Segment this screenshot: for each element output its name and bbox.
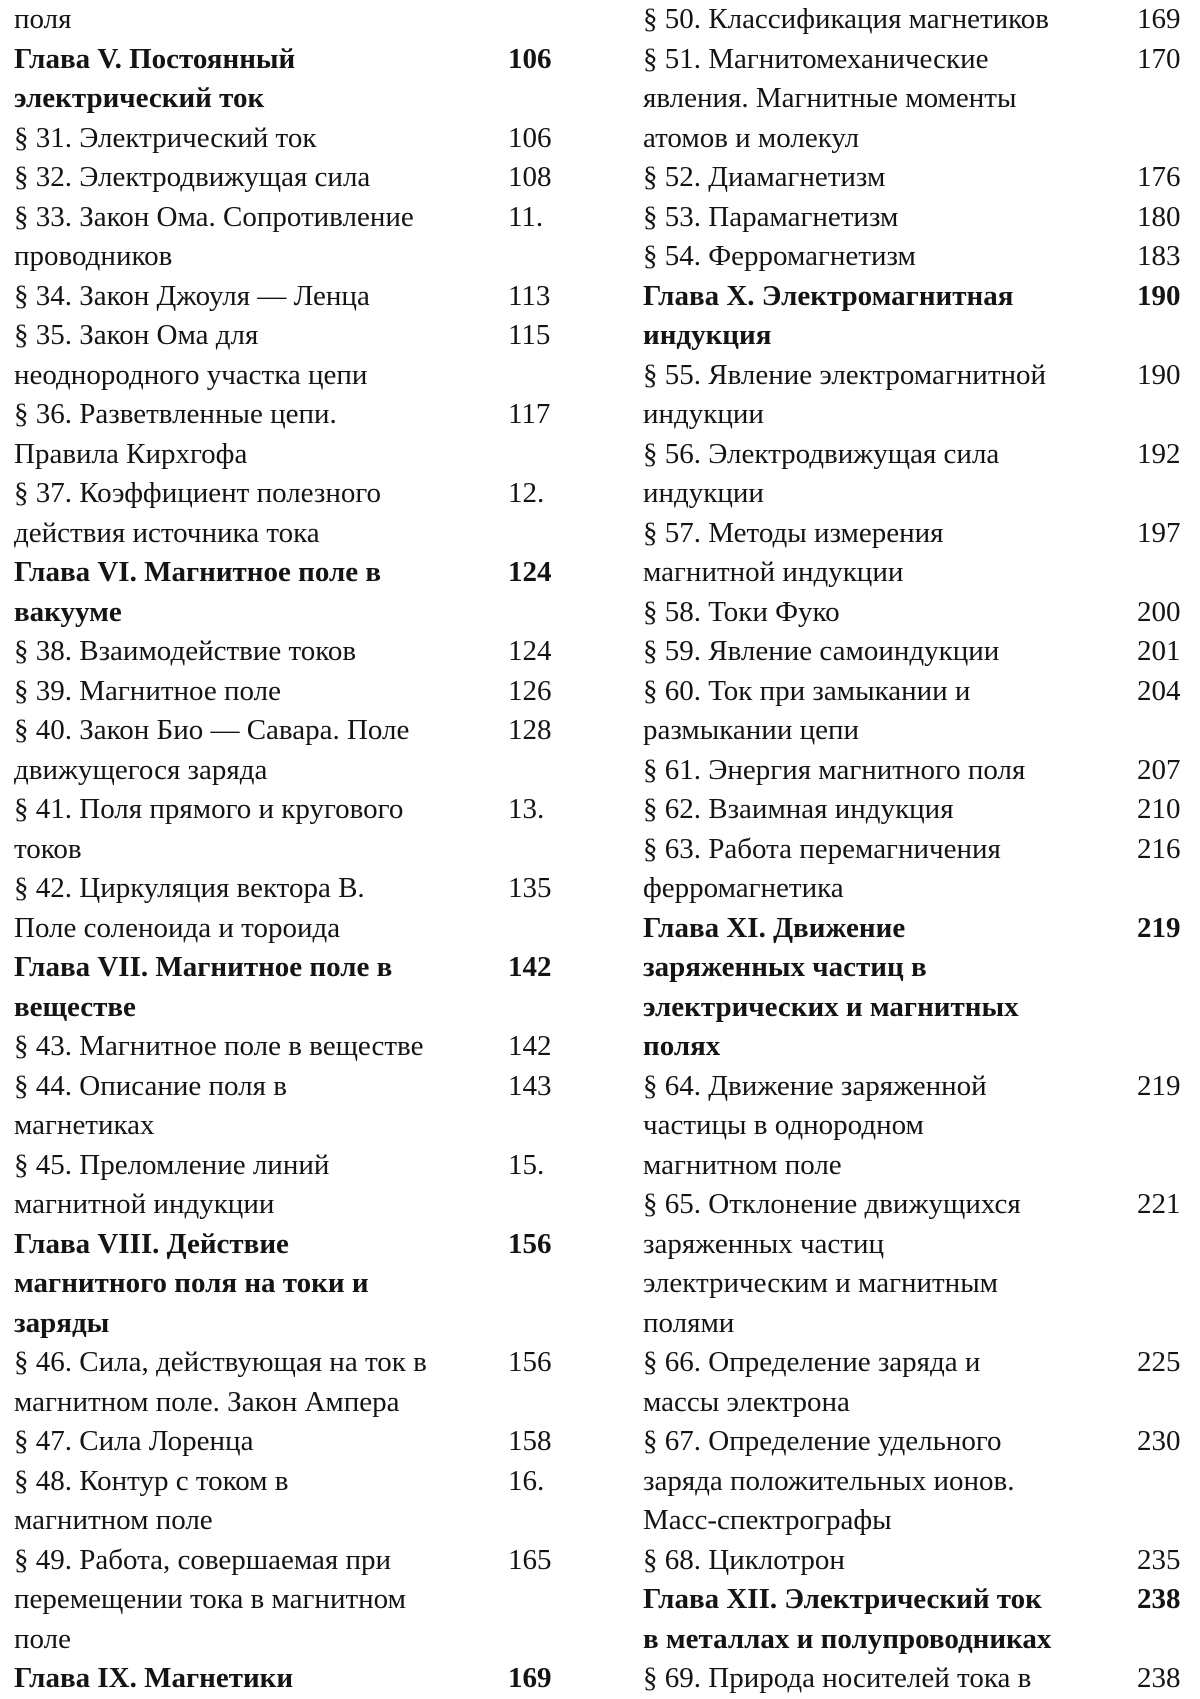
toc-entry-page-number: 176 bbox=[1137, 161, 1181, 193]
toc-section-entry bbox=[14, 1462, 570, 1541]
toc-chapter-entry bbox=[14, 948, 570, 1027]
toc-entry-page-number: 11. bbox=[508, 200, 544, 233]
toc-section-entry bbox=[643, 1185, 1197, 1343]
toc-entry-page-number: 108 bbox=[508, 161, 552, 193]
toc-entry-title: § 65. Отклонение движущихся заряженных частиц электрическим и магнитным полями bbox=[643, 1188, 1021, 1339]
toc-entry-page-number: 192 bbox=[1137, 437, 1181, 470]
toc-entry-page-number: 142 bbox=[508, 1030, 552, 1062]
toc-entry-title: Глава X. Электромагнитная индукция bbox=[643, 279, 1014, 351]
toc-entry-page-number: 156 bbox=[508, 1227, 552, 1260]
toc-entry-title: § 64. Движение заряженной частицы в однородном магнитном поле bbox=[643, 1069, 987, 1181]
toc-entry-page-number: 183 bbox=[1137, 240, 1181, 272]
toc-entry-page-number: 204 bbox=[1137, 674, 1181, 707]
toc-entry-title: § 69. Природа носителей тока в bbox=[643, 1662, 1032, 1694]
toc-entry-page-number: 156 bbox=[508, 1346, 552, 1378]
toc-entry-title: Глава IX. Магнетики bbox=[14, 1662, 294, 1694]
toc-section-entry bbox=[14, 198, 570, 277]
toc-entry-title: § 42. Циркуляция вектора B. Поле соленоида и тороида bbox=[14, 872, 365, 944]
toc-entry-page-number: 117 bbox=[508, 398, 551, 430]
toc-section-entry bbox=[14, 1343, 570, 1422]
toc-entry-title: поля bbox=[14, 3, 72, 35]
toc-section-entry bbox=[643, 790, 1197, 830]
toc-section-entry bbox=[14, 277, 570, 317]
toc-entry-page-number: 238 bbox=[1137, 1662, 1181, 1694]
toc-right-column bbox=[643, 0, 1197, 1699]
toc-entry-title: Глава VIII. Действие магнитного поля на токи и заряды bbox=[14, 1227, 369, 1339]
toc-entry-page-number: 13. bbox=[508, 793, 545, 825]
toc-section-entry bbox=[643, 632, 1197, 672]
toc-section-entry bbox=[14, 474, 570, 553]
toc-entry-page-number: 115 bbox=[508, 319, 551, 351]
toc-section-entry bbox=[14, 790, 570, 869]
toc-entry-title: § 58. Токи Фуко bbox=[643, 595, 840, 628]
toc-entry-page-number: 216 bbox=[1137, 832, 1181, 865]
toc-entry-title: § 54. Ферромагнетизм bbox=[643, 240, 916, 272]
toc-entry-page-number: 230 bbox=[1137, 1425, 1181, 1457]
toc-entry-page-number: 169 bbox=[508, 1662, 552, 1694]
toc-entry-title: § 36. Разветвленные цепи. Правила Кирхгофа bbox=[14, 398, 337, 470]
toc-section-entry bbox=[643, 1343, 1197, 1422]
toc-entry-page-number: 238 bbox=[1137, 1583, 1181, 1615]
toc-entry-title: § 43. Магнитное поле в веществе bbox=[14, 1030, 424, 1062]
toc-entry-title: § 66. Определение заряда и массы электрона bbox=[643, 1346, 981, 1418]
toc-entry-title: § 59. Явление самоиндукции bbox=[643, 635, 1000, 667]
toc-entry-title: Глава XII. Электрический ток в металлах и полупроводниках bbox=[643, 1583, 1052, 1655]
toc-section-entry bbox=[643, 672, 1197, 751]
toc-entry-page-number: 16. bbox=[508, 1464, 545, 1497]
toc-section-entry bbox=[643, 356, 1197, 435]
toc-entry-page-number: 190 bbox=[1137, 279, 1181, 312]
toc-entry-page-number: 113 bbox=[508, 279, 551, 312]
toc-entry-page-number: 200 bbox=[1137, 595, 1181, 628]
toc-entry-title: § 47. Сила Лоренца bbox=[14, 1425, 254, 1457]
toc-section-entry bbox=[643, 1659, 1197, 1699]
toc-entry-title: § 63. Работа перемагничения ферромагнетика bbox=[643, 832, 1001, 904]
toc-entry-title: Глава V. Постоянный электрический ток bbox=[14, 42, 296, 114]
toc-entry-title: § 33. Закон Ома. Сопротивление проводников bbox=[14, 200, 414, 272]
toc-left-column bbox=[14, 0, 570, 1699]
toc-entry-title: § 57. Методы измерения магнитной индукции bbox=[643, 516, 944, 588]
toc-section-entry bbox=[643, 1422, 1197, 1541]
toc-section-entry bbox=[643, 751, 1197, 791]
toc-entry-title: § 39. Магнитное поле bbox=[14, 674, 281, 707]
toc-entry-title: § 31. Электрический ток bbox=[14, 121, 317, 154]
toc-entry-page-number: 219 bbox=[1137, 1069, 1181, 1102]
toc-entry-page-number: 170 bbox=[1137, 42, 1181, 75]
toc-section-entry bbox=[14, 672, 570, 712]
toc-entry-title: § 44. Описание поля в магнетиках bbox=[14, 1069, 287, 1141]
toc-entry-title: § 35. Закон Ома для неоднородного участка цепи bbox=[14, 319, 368, 391]
toc-entry-title: § 67. Определение удельного заряда положительных ионов. Масс-спектрографы bbox=[643, 1425, 1015, 1536]
toc-entry-title: Глава VI. Магнитное поле в вакууме bbox=[14, 556, 382, 628]
toc-entry-page-number: 197 bbox=[1137, 516, 1181, 549]
toc-section-entry bbox=[643, 40, 1197, 159]
toc-entry-title: Глава XI. Движение заряженных частиц в электрических и магнитных полях bbox=[643, 911, 1019, 1062]
toc-chapter-entry bbox=[643, 909, 1197, 1067]
toc-entry-page-number: 165 bbox=[508, 1543, 552, 1576]
toc-section-entry bbox=[14, 711, 570, 790]
toc-entry-title: § 51. Магнитомеханические явления. Магнитные моменты атомов и молекул bbox=[643, 42, 1017, 154]
toc-entry-page-number: 180 bbox=[1137, 200, 1181, 233]
toc-entry-title: § 62. Взаимная индукция bbox=[643, 793, 954, 825]
toc-entry-title: § 32. Электродвижущая сила bbox=[14, 161, 371, 193]
toc-section-entry bbox=[14, 1027, 570, 1067]
toc-section-entry bbox=[14, 1422, 570, 1462]
toc-section-entry bbox=[14, 869, 570, 948]
toc-chapter-entry bbox=[643, 277, 1197, 356]
toc-entry-title: § 38. Взаимодействие токов bbox=[14, 635, 357, 667]
toc-entry-page-number: 158 bbox=[508, 1425, 552, 1457]
toc-entry-page-number: 207 bbox=[1137, 753, 1181, 786]
toc-section-entry bbox=[14, 316, 570, 395]
toc-section-entry bbox=[14, 119, 570, 159]
toc-entry-title: § 45. Преломление линий магнитной индукции bbox=[14, 1148, 330, 1220]
toc-entry-page-number: 219 bbox=[1137, 911, 1181, 944]
toc-section-entry bbox=[643, 435, 1197, 514]
toc-entry-title: § 50. Классификация магнетиков bbox=[643, 3, 1049, 35]
toc-entry-page-number: 221 bbox=[1137, 1188, 1181, 1220]
toc-entry-page-number: 12. bbox=[508, 477, 545, 509]
toc-entry-page-number: 126 bbox=[508, 674, 552, 707]
toc-section-entry bbox=[643, 1067, 1197, 1186]
toc-chapter-entry bbox=[14, 1659, 570, 1699]
toc-entry-title: § 56. Электродвижущая сила индукции bbox=[643, 437, 1000, 509]
toc-section-entry bbox=[643, 0, 1197, 40]
toc-entry-title: § 60. Ток при замыкании и размыкании цепи bbox=[643, 674, 971, 746]
toc-entry-page-number: 135 bbox=[508, 872, 552, 904]
toc-section-entry bbox=[643, 237, 1197, 277]
toc-section-entry bbox=[14, 0, 570, 40]
toc-entry-title: § 61. Энергия магнитного поля bbox=[643, 753, 1026, 786]
toc-entry-title: § 46. Сила, действующая на ток в магнитном поле. Закон Ампера bbox=[14, 1346, 427, 1418]
toc-entry-title: § 53. Парамагнетизм bbox=[643, 200, 899, 233]
toc-entry-page-number: 210 bbox=[1137, 793, 1181, 825]
toc-entry-title: § 37. Коэффициент полезного действия источника тока bbox=[14, 477, 382, 549]
toc-entry-page-number: 15. bbox=[508, 1148, 545, 1181]
toc-entry-title: § 34. Закон Джоуля — Ленца bbox=[14, 279, 370, 312]
toc-entry-page-number: 201 bbox=[1137, 635, 1181, 667]
toc-section-entry bbox=[14, 158, 570, 198]
toc-section-entry bbox=[14, 632, 570, 672]
toc-section-entry bbox=[643, 593, 1197, 633]
toc-entry-title: § 52. Диамагнетизм bbox=[643, 161, 886, 193]
toc-section-entry bbox=[643, 158, 1197, 198]
toc-entry-page-number: 235 bbox=[1137, 1543, 1181, 1576]
toc-section-entry bbox=[643, 198, 1197, 238]
toc-entry-title: § 49. Работа, совершаемая при перемещении тока в магнитном поле bbox=[14, 1543, 406, 1655]
toc-entry-page-number: 106 bbox=[508, 42, 552, 75]
toc-section-entry bbox=[643, 830, 1197, 909]
toc-chapter-entry bbox=[643, 1580, 1197, 1659]
toc-entry-page-number: 124 bbox=[508, 556, 552, 588]
toc-section-entry bbox=[14, 395, 570, 474]
toc-entry-page-number: 169 bbox=[1137, 3, 1181, 35]
toc-chapter-entry bbox=[14, 40, 570, 119]
toc-entry-title: § 55. Явление электромагнитной индукции bbox=[643, 358, 1047, 430]
toc-section-entry bbox=[14, 1067, 570, 1146]
toc-entry-page-number: 190 bbox=[1137, 358, 1181, 391]
toc-entry-title: § 48. Контур с током в магнитном поле bbox=[14, 1464, 289, 1536]
toc-section-entry bbox=[14, 1146, 570, 1225]
toc-entry-page-number: 143 bbox=[508, 1069, 552, 1102]
toc-entry-title: § 40. Закон Био — Савара. Поле движущегося заряда bbox=[14, 714, 410, 786]
toc-entry-page-number: 142 bbox=[508, 951, 552, 983]
toc-entry-page-number: 128 bbox=[508, 714, 552, 746]
toc-entry-page-number: 225 bbox=[1137, 1346, 1181, 1378]
toc-entry-page-number: 124 bbox=[508, 635, 552, 667]
toc-entry-title: § 68. Циклотрон bbox=[643, 1543, 845, 1576]
toc-section-entry bbox=[14, 1541, 570, 1660]
toc-section-entry bbox=[643, 514, 1197, 593]
toc-chapter-entry bbox=[14, 1225, 570, 1344]
toc-entry-page-number: 106 bbox=[508, 121, 552, 154]
toc-chapter-entry bbox=[14, 553, 570, 632]
toc-entry-title: § 41. Поля прямого и кругового токов bbox=[14, 793, 404, 865]
toc-entry-title: Глава VII. Магнитное поле в веществе bbox=[14, 951, 393, 1023]
toc-section-entry bbox=[643, 1541, 1197, 1581]
